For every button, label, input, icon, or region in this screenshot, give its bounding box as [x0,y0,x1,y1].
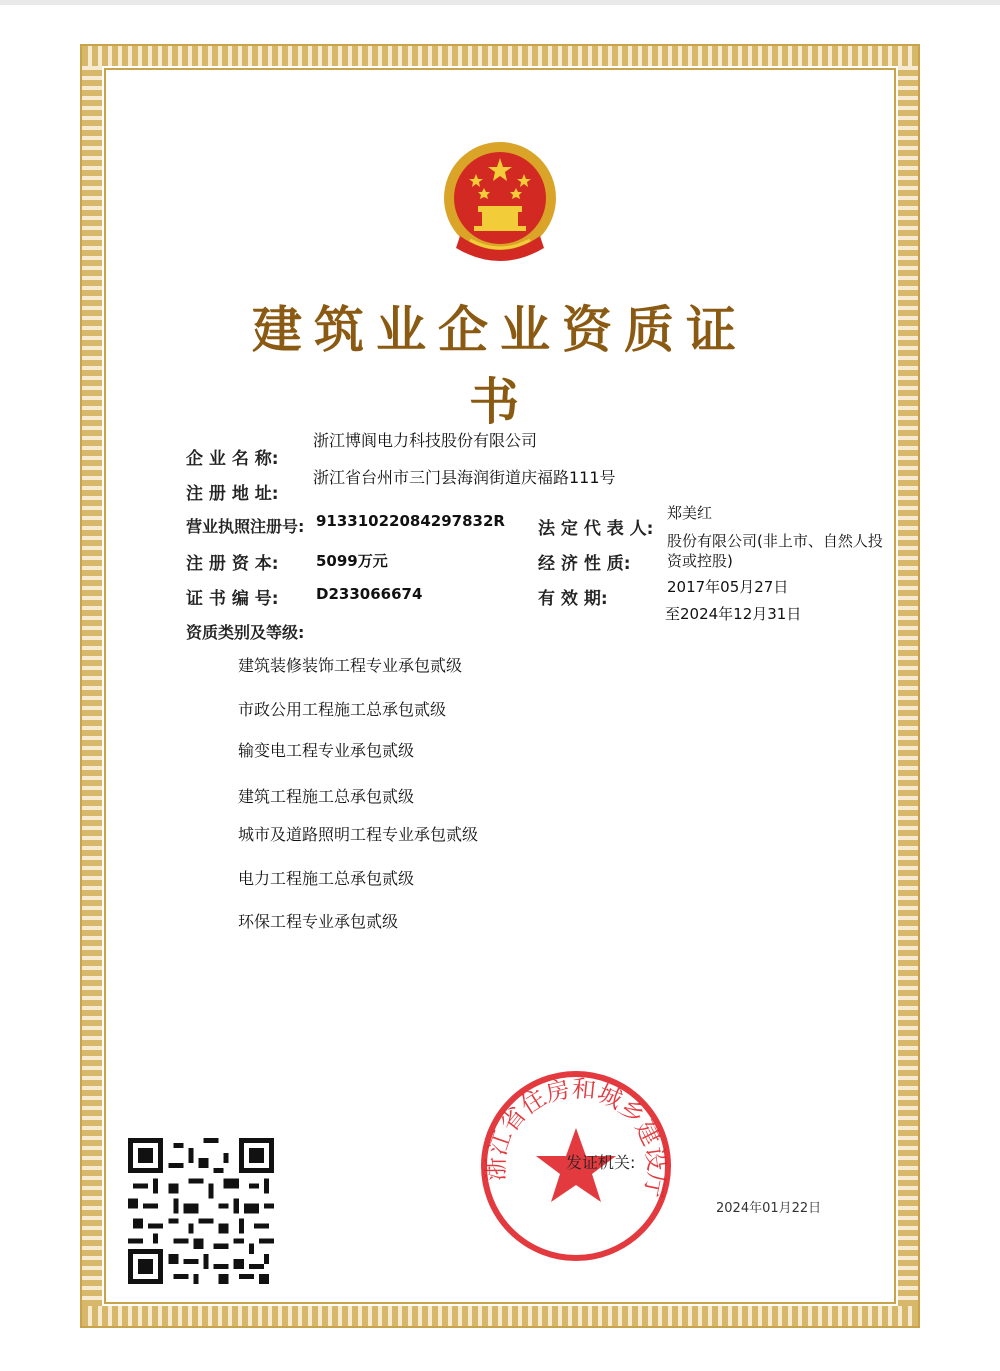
cert-no-label: 证 书 编 号: [186,589,279,609]
qualifications-label: 资质类别及等级: [186,623,305,642]
qualification-item: 市政公用工程施工总承包贰级 [238,700,447,719]
cert-no-value: D233066674 [316,585,423,603]
company-name-label: 企 业 名 称: [186,449,279,469]
qualification-item: 建筑工程施工总承包贰级 [238,787,415,806]
qualification-item: 城市及道路照明工程专业承包贰级 [238,825,479,844]
econ-nature-label: 经 济 性 质: [538,554,631,574]
qr-code [128,1138,274,1284]
legal-rep-value: 郑美红 [667,504,713,522]
validity-from-value: 2017年05月27日 [667,578,789,596]
qualification-item: 输变电工程专业承包贰级 [238,741,415,760]
address-value: 浙江省台州市三门县海润街道庆福路111号 [313,468,616,487]
qualification-item: 环保工程专业承包贰级 [238,912,399,931]
national-emblem-icon [440,136,560,266]
license-label: 营业执照注册号: [186,517,305,536]
capital-value: 5099万元 [316,552,388,570]
legal-rep-label: 法 定 代 表 人: [538,519,654,539]
top-divider [0,0,1000,5]
validity-label: 有 效 期: [538,589,608,609]
econ-nature-value: 股份有限公司(非上市、自然人投资或控股) [667,532,883,570]
company-name-value: 浙江博阆电力科技股份有限公司 [313,431,538,450]
capital-label: 注 册 资 本: [186,554,279,574]
issuer-label: 发证机关: [566,1153,636,1172]
license-value: 91331022084297832R [316,512,505,530]
validity-to-value: 至2024年12月31日 [665,605,802,623]
issue-date: 2024年01月22日 [716,1201,822,1216]
certificate-title: 建筑业企业资质证书 [252,300,748,431]
address-label: 注 册 地 址: [186,484,279,504]
qualification-item: 电力工程施工总承包贰级 [238,869,415,888]
qualification-item: 建筑装修装饰工程专业承包贰级 [238,656,463,675]
svg-text:浙江省住房和城乡建设厅: 浙江省住房和城乡建设厅 [481,1074,671,1200]
